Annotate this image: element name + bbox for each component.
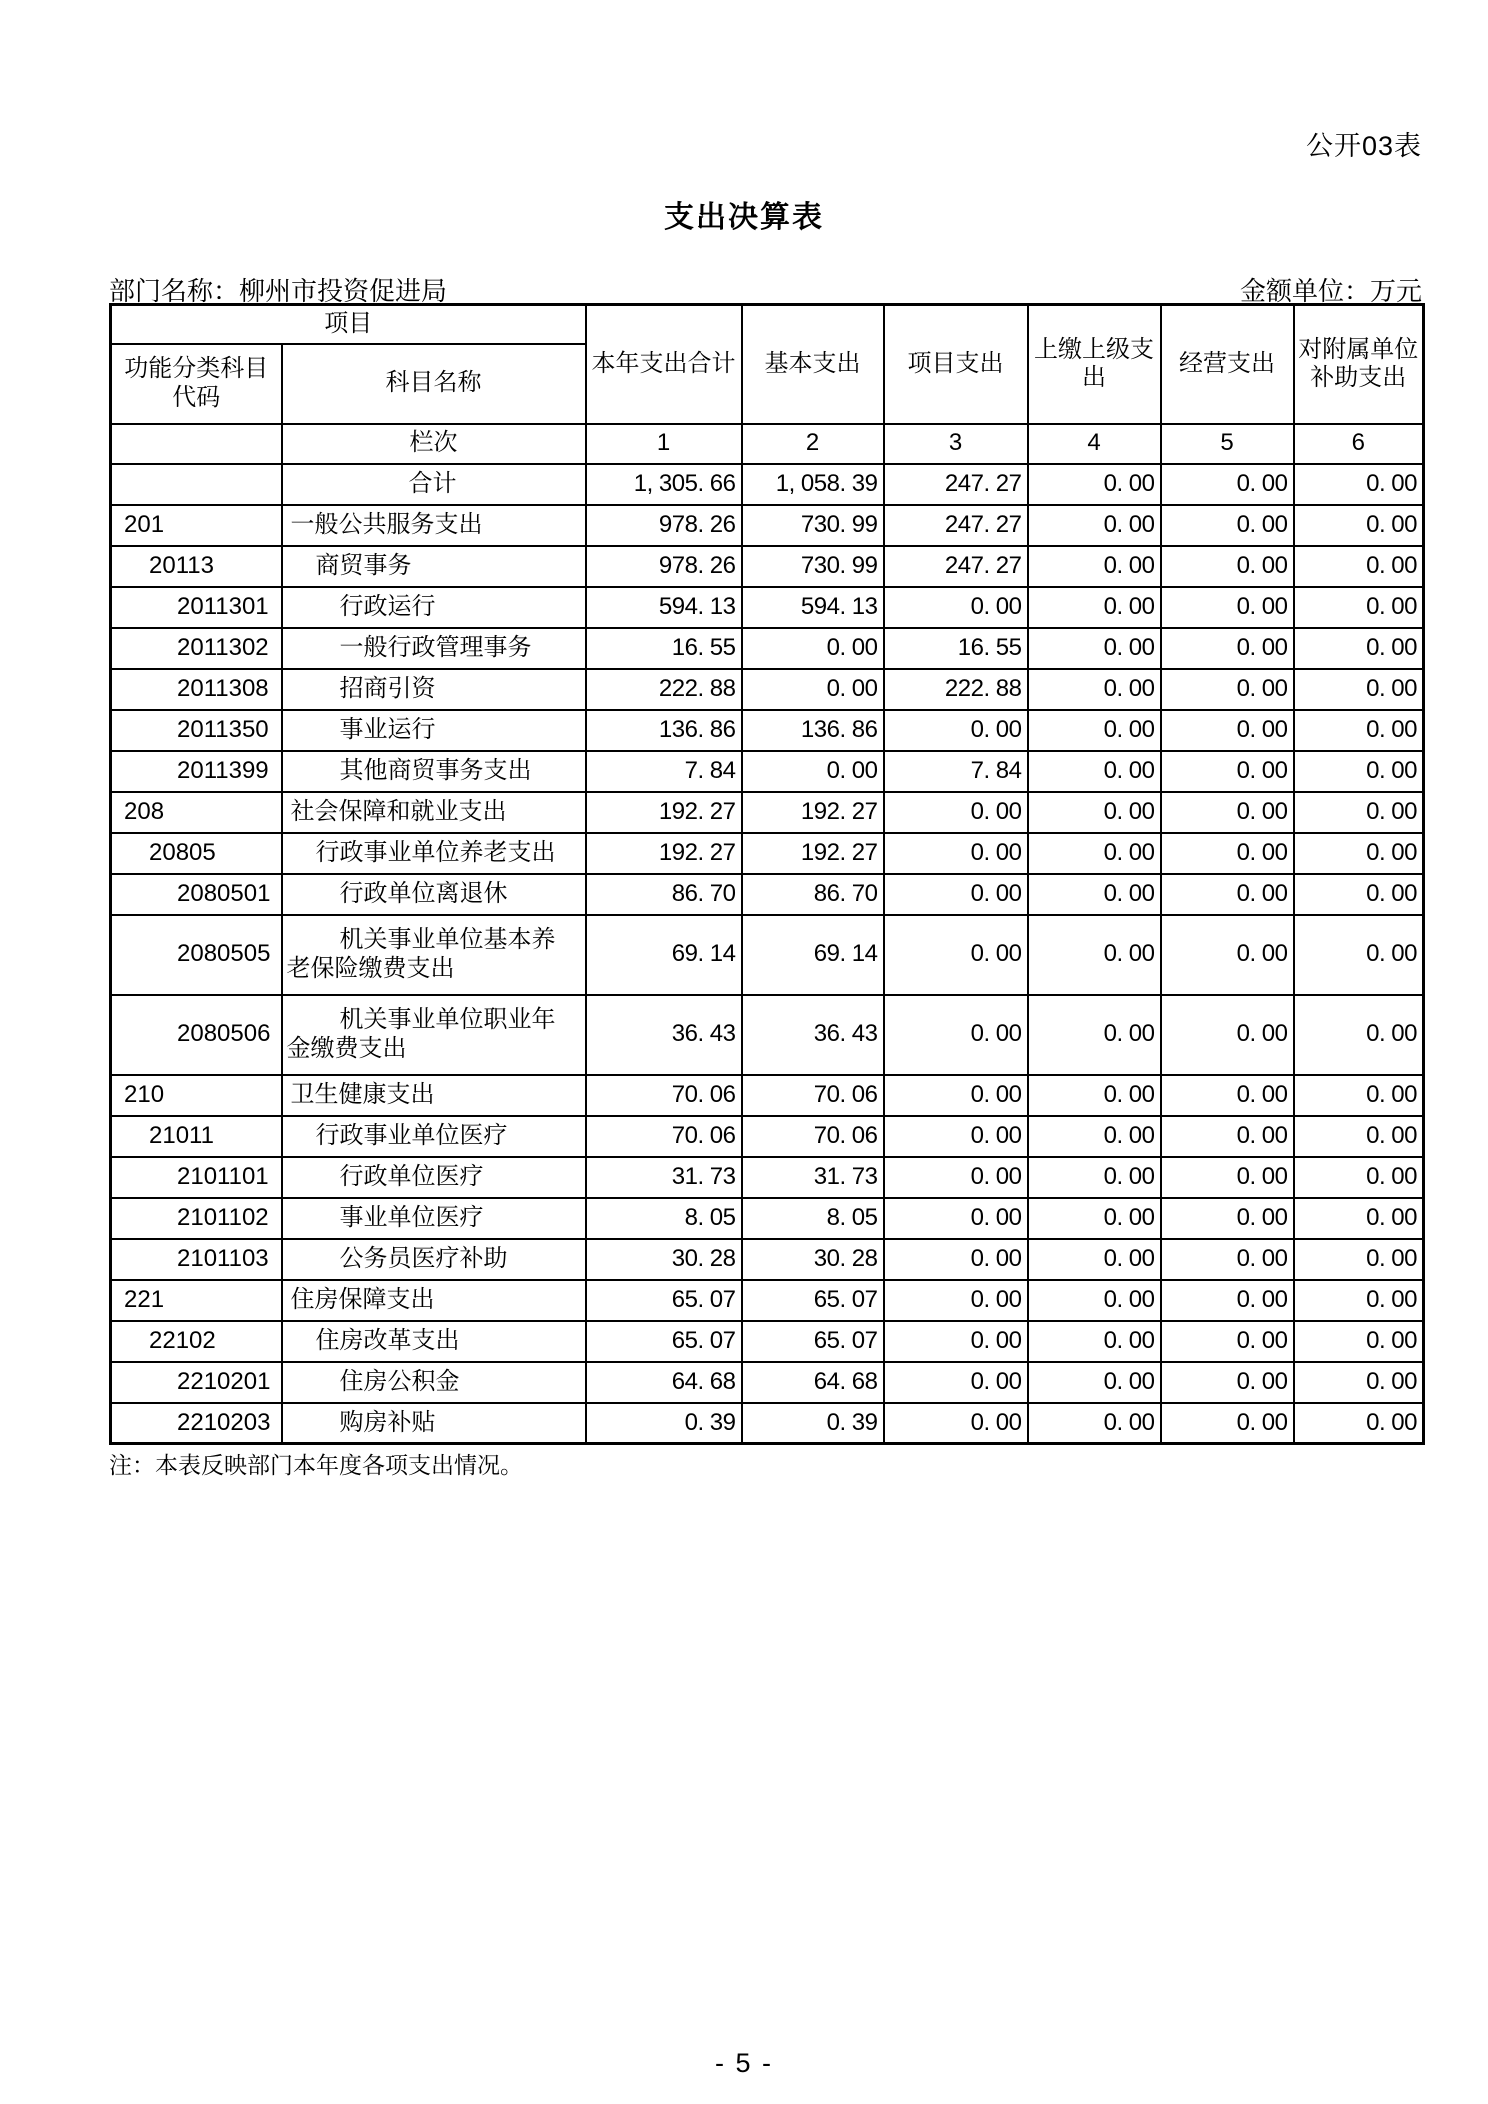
code-cell xyxy=(111,464,282,505)
value-cell: 0. 00 xyxy=(742,751,884,792)
value-cell: 0. 00 xyxy=(1294,1116,1424,1157)
header-col-basic: 基本支出 xyxy=(742,305,884,424)
value-cell: 0. 00 xyxy=(1028,1362,1161,1403)
name-cell: 住房公积金 xyxy=(282,1362,586,1403)
name-cell: 住房保障支出 xyxy=(282,1280,586,1321)
value-cell: 64. 68 xyxy=(742,1362,884,1403)
value-cell: 0. 00 xyxy=(1294,669,1424,710)
expenditure-table xyxy=(109,303,1425,1445)
value-cell: 0. 00 xyxy=(1028,628,1161,669)
value-cell: 8. 05 xyxy=(586,1198,742,1239)
value-cell: 0. 00 xyxy=(1161,751,1294,792)
value-cell: 1, 058. 39 xyxy=(742,464,884,505)
value-cell: 0. 00 xyxy=(1294,1157,1424,1198)
table-row xyxy=(111,874,1424,915)
header-col-operating: 经营支出 xyxy=(1161,305,1294,424)
code-cell: 2101103 xyxy=(111,1239,282,1280)
name-cell: 住房改革支出 xyxy=(282,1321,586,1362)
doc-code: 公开03表 xyxy=(1305,131,1422,161)
value-cell: 64. 68 xyxy=(586,1362,742,1403)
name-cell: 事业单位医疗 xyxy=(282,1198,586,1239)
code-cell: 20113 xyxy=(111,546,282,587)
table-row xyxy=(111,505,1424,546)
value-cell: 0. 00 xyxy=(1161,1198,1294,1239)
value-cell: 0. 00 xyxy=(1161,1362,1294,1403)
lanci-num-2: 2 xyxy=(742,424,884,464)
value-cell: 0. 00 xyxy=(1294,505,1424,546)
lanci-num-3: 3 xyxy=(884,424,1028,464)
table-row xyxy=(111,1116,1424,1157)
code-cell: 2101101 xyxy=(111,1157,282,1198)
department-name: 部门名称：柳州市投资促进局 xyxy=(109,276,448,306)
name-cell: 购房补贴 xyxy=(282,1403,586,1444)
code-cell: 2210203 xyxy=(111,1403,282,1444)
name-cell: 事业运行 xyxy=(282,710,586,751)
value-cell: 65. 07 xyxy=(586,1280,742,1321)
page-number: - 5 - xyxy=(714,2048,773,2078)
table-row xyxy=(111,792,1424,833)
value-cell: 86. 70 xyxy=(586,874,742,915)
value-cell: 0. 00 xyxy=(1161,1239,1294,1280)
table-row xyxy=(111,1239,1424,1280)
header-col-upper: 上缴上级支出 xyxy=(1028,305,1161,424)
value-cell: 247. 27 xyxy=(884,505,1028,546)
value-cell: 0. 00 xyxy=(1161,995,1294,1075)
name-cell: 一般行政管理事务 xyxy=(282,628,586,669)
table-row xyxy=(111,1198,1424,1239)
code-cell: 210 xyxy=(111,1075,282,1116)
lanci-num-6: 6 xyxy=(1294,424,1424,464)
value-cell: 0. 00 xyxy=(1161,1280,1294,1321)
name-cell: 社会保障和就业支出 xyxy=(282,792,586,833)
value-cell: 0. 00 xyxy=(742,669,884,710)
name-cell: 行政运行 xyxy=(282,587,586,628)
value-cell: 0. 00 xyxy=(1294,874,1424,915)
value-cell: 0. 00 xyxy=(1161,833,1294,874)
value-cell: 0. 00 xyxy=(1161,1403,1294,1444)
value-cell: 0. 00 xyxy=(1028,915,1161,995)
header-name-label: 科目名称 xyxy=(282,344,586,424)
value-cell: 0. 00 xyxy=(884,915,1028,995)
code-cell: 2210201 xyxy=(111,1362,282,1403)
value-cell: 1, 305. 66 xyxy=(586,464,742,505)
value-cell: 70. 06 xyxy=(586,1075,742,1116)
value-cell: 7. 84 xyxy=(586,751,742,792)
value-cell: 0. 00 xyxy=(884,1321,1028,1362)
lanci-label: 栏次 xyxy=(282,424,586,464)
value-cell: 0. 00 xyxy=(1161,1157,1294,1198)
value-cell: 0. 00 xyxy=(1028,1198,1161,1239)
value-cell: 0. 00 xyxy=(1294,464,1424,505)
value-cell: 0. 00 xyxy=(884,833,1028,874)
value-cell: 0. 00 xyxy=(1161,505,1294,546)
header-project-group: 项目 xyxy=(111,305,586,344)
name-cell: 合计 xyxy=(282,464,586,505)
value-cell: 69. 14 xyxy=(742,915,884,995)
table-row xyxy=(111,587,1424,628)
name-cell: 机关事业单位基本养老保险缴费支出 xyxy=(282,915,586,995)
header-col-project-exp: 项目支出 xyxy=(884,305,1028,424)
code-cell: 2011399 xyxy=(111,751,282,792)
value-cell: 0. 00 xyxy=(1028,874,1161,915)
value-cell: 0. 00 xyxy=(1161,792,1294,833)
value-cell: 0. 00 xyxy=(884,1075,1028,1116)
code-cell: 21011 xyxy=(111,1116,282,1157)
code-cell: 2011301 xyxy=(111,587,282,628)
value-cell: 0. 00 xyxy=(884,1157,1028,1198)
code-cell: 208 xyxy=(111,792,282,833)
value-cell: 0. 00 xyxy=(1161,874,1294,915)
value-cell: 31. 73 xyxy=(742,1157,884,1198)
value-cell: 0. 00 xyxy=(1028,587,1161,628)
header-row-project xyxy=(111,305,1424,344)
value-cell: 0. 00 xyxy=(1028,1075,1161,1116)
value-cell: 0. 00 xyxy=(1294,915,1424,995)
value-cell: 36. 43 xyxy=(586,995,742,1075)
value-cell: 0. 00 xyxy=(1161,464,1294,505)
table-row xyxy=(111,1403,1424,1444)
value-cell: 730. 99 xyxy=(742,505,884,546)
table-row xyxy=(111,751,1424,792)
table-body xyxy=(111,464,1424,1444)
code-cell: 201 xyxy=(111,505,282,546)
lanci-empty-cell xyxy=(111,424,282,464)
value-cell: 978. 26 xyxy=(586,546,742,587)
value-cell: 594. 13 xyxy=(586,587,742,628)
name-cell: 行政事业单位医疗 xyxy=(282,1116,586,1157)
value-cell: 0. 00 xyxy=(1028,1280,1161,1321)
value-cell: 0. 39 xyxy=(586,1403,742,1444)
amount-unit: 金额单位：万元 xyxy=(1239,276,1422,306)
value-cell: 8. 05 xyxy=(742,1198,884,1239)
value-cell: 222. 88 xyxy=(884,669,1028,710)
value-cell: 0. 00 xyxy=(1294,1403,1424,1444)
value-cell: 0. 39 xyxy=(742,1403,884,1444)
code-cell: 2011308 xyxy=(111,669,282,710)
value-cell: 0. 00 xyxy=(1294,1075,1424,1116)
value-cell: 0. 00 xyxy=(1294,995,1424,1075)
value-cell: 0. 00 xyxy=(1161,1321,1294,1362)
value-cell: 0. 00 xyxy=(884,874,1028,915)
value-cell: 0. 00 xyxy=(1161,915,1294,995)
name-cell: 其他商贸事务支出 xyxy=(282,751,586,792)
code-cell: 2080506 xyxy=(111,995,282,1075)
value-cell: 0. 00 xyxy=(884,1239,1028,1280)
value-cell: 247. 27 xyxy=(884,464,1028,505)
name-cell: 商贸事务 xyxy=(282,546,586,587)
value-cell: 30. 28 xyxy=(742,1239,884,1280)
lanci-num-1: 1 xyxy=(586,424,742,464)
table-row xyxy=(111,915,1424,995)
footnote: 注：本表反映部门本年度各项支出情况。 xyxy=(109,1452,523,1478)
name-cell: 行政单位医疗 xyxy=(282,1157,586,1198)
value-cell: 0. 00 xyxy=(1294,628,1424,669)
page-title: 支出决算表 xyxy=(664,201,824,234)
value-cell: 0. 00 xyxy=(1294,1362,1424,1403)
value-cell: 0. 00 xyxy=(1294,587,1424,628)
table-row xyxy=(111,1157,1424,1198)
value-cell: 0. 00 xyxy=(1028,833,1161,874)
value-cell: 0. 00 xyxy=(1161,1116,1294,1157)
value-cell: 0. 00 xyxy=(1294,833,1424,874)
value-cell: 65. 07 xyxy=(742,1280,884,1321)
value-cell: 70. 06 xyxy=(742,1116,884,1157)
header-col-subsidy: 对附属单位补助支出 xyxy=(1294,305,1424,424)
value-cell: 0. 00 xyxy=(884,1280,1028,1321)
code-cell: 2011302 xyxy=(111,628,282,669)
value-cell: 0. 00 xyxy=(1028,1239,1161,1280)
table-row xyxy=(111,464,1424,505)
value-cell: 0. 00 xyxy=(1161,546,1294,587)
table-row xyxy=(111,833,1424,874)
value-cell: 0. 00 xyxy=(1161,1075,1294,1116)
value-cell: 247. 27 xyxy=(884,546,1028,587)
value-cell: 0. 00 xyxy=(1028,464,1161,505)
name-cell: 行政单位离退休 xyxy=(282,874,586,915)
value-cell: 65. 07 xyxy=(586,1321,742,1362)
code-cell: 2080501 xyxy=(111,874,282,915)
code-cell: 20805 xyxy=(111,833,282,874)
value-cell: 0. 00 xyxy=(1161,669,1294,710)
table-row xyxy=(111,1362,1424,1403)
value-cell: 192. 27 xyxy=(586,833,742,874)
value-cell: 222. 88 xyxy=(586,669,742,710)
value-cell: 192. 27 xyxy=(742,833,884,874)
value-cell: 0. 00 xyxy=(1028,792,1161,833)
value-cell: 0. 00 xyxy=(884,792,1028,833)
value-cell: 0. 00 xyxy=(1028,1403,1161,1444)
value-cell: 0. 00 xyxy=(1294,1239,1424,1280)
code-cell: 2080505 xyxy=(111,915,282,995)
code-cell: 2011350 xyxy=(111,710,282,751)
value-cell: 30. 28 xyxy=(586,1239,742,1280)
value-cell: 0. 00 xyxy=(1028,1116,1161,1157)
code-cell: 221 xyxy=(111,1280,282,1321)
lanci-num-4: 4 xyxy=(1028,424,1161,464)
value-cell: 0. 00 xyxy=(1161,587,1294,628)
lanci-num-5: 5 xyxy=(1161,424,1294,464)
value-cell: 192. 27 xyxy=(742,792,884,833)
value-cell: 0. 00 xyxy=(884,1116,1028,1157)
header-row-lanci xyxy=(111,424,1424,464)
value-cell: 192. 27 xyxy=(586,792,742,833)
value-cell: 0. 00 xyxy=(1294,792,1424,833)
value-cell: 0. 00 xyxy=(1028,1321,1161,1362)
value-cell: 0. 00 xyxy=(1294,546,1424,587)
value-cell: 0. 00 xyxy=(1294,1280,1424,1321)
table-row xyxy=(111,1280,1424,1321)
code-cell: 2101102 xyxy=(111,1198,282,1239)
value-cell: 0. 00 xyxy=(884,1362,1028,1403)
value-cell: 16. 55 xyxy=(586,628,742,669)
value-cell: 136. 86 xyxy=(742,710,884,751)
value-cell: 86. 70 xyxy=(742,874,884,915)
table-header xyxy=(111,305,1424,464)
value-cell: 0. 00 xyxy=(884,710,1028,751)
value-cell: 70. 06 xyxy=(586,1116,742,1157)
table-row xyxy=(111,995,1424,1075)
name-cell: 机关事业单位职业年金缴费支出 xyxy=(282,995,586,1075)
value-cell: 730. 99 xyxy=(742,546,884,587)
value-cell: 36. 43 xyxy=(742,995,884,1075)
value-cell: 0. 00 xyxy=(1028,710,1161,751)
table-row xyxy=(111,710,1424,751)
value-cell: 0. 00 xyxy=(884,1403,1028,1444)
value-cell: 0. 00 xyxy=(884,1198,1028,1239)
value-cell: 0. 00 xyxy=(1294,710,1424,751)
value-cell: 0. 00 xyxy=(1161,710,1294,751)
name-cell: 公务员医疗补助 xyxy=(282,1239,586,1280)
value-cell: 0. 00 xyxy=(884,587,1028,628)
value-cell: 0. 00 xyxy=(1028,751,1161,792)
name-cell: 卫生健康支出 xyxy=(282,1075,586,1116)
value-cell: 0. 00 xyxy=(1028,1157,1161,1198)
value-cell: 0. 00 xyxy=(1028,546,1161,587)
value-cell: 0. 00 xyxy=(884,995,1028,1075)
value-cell: 16. 55 xyxy=(884,628,1028,669)
value-cell: 69. 14 xyxy=(586,915,742,995)
name-cell: 招商引资 xyxy=(282,669,586,710)
name-cell: 一般公共服务支出 xyxy=(282,505,586,546)
header-code-label: 功能分类科目代码 xyxy=(111,344,282,424)
table-row xyxy=(111,1321,1424,1362)
value-cell: 0. 00 xyxy=(1161,628,1294,669)
name-cell: 行政事业单位养老支出 xyxy=(282,833,586,874)
value-cell: 0. 00 xyxy=(742,628,884,669)
code-cell: 22102 xyxy=(111,1321,282,1362)
table-row xyxy=(111,546,1424,587)
value-cell: 70. 06 xyxy=(742,1075,884,1116)
value-cell: 0. 00 xyxy=(1294,1198,1424,1239)
value-cell: 0. 00 xyxy=(1294,751,1424,792)
value-cell: 0. 00 xyxy=(1028,669,1161,710)
value-cell: 136. 86 xyxy=(586,710,742,751)
table-row xyxy=(111,669,1424,710)
value-cell: 978. 26 xyxy=(586,505,742,546)
table-row xyxy=(111,628,1424,669)
value-cell: 65. 07 xyxy=(742,1321,884,1362)
table-row xyxy=(111,1075,1424,1116)
value-cell: 31. 73 xyxy=(586,1157,742,1198)
value-cell: 0. 00 xyxy=(1028,995,1161,1075)
header-col-total: 本年支出合计 xyxy=(586,305,742,424)
value-cell: 0. 00 xyxy=(1294,1321,1424,1362)
value-cell: 0. 00 xyxy=(1028,505,1161,546)
value-cell: 7. 84 xyxy=(884,751,1028,792)
value-cell: 594. 13 xyxy=(742,587,884,628)
